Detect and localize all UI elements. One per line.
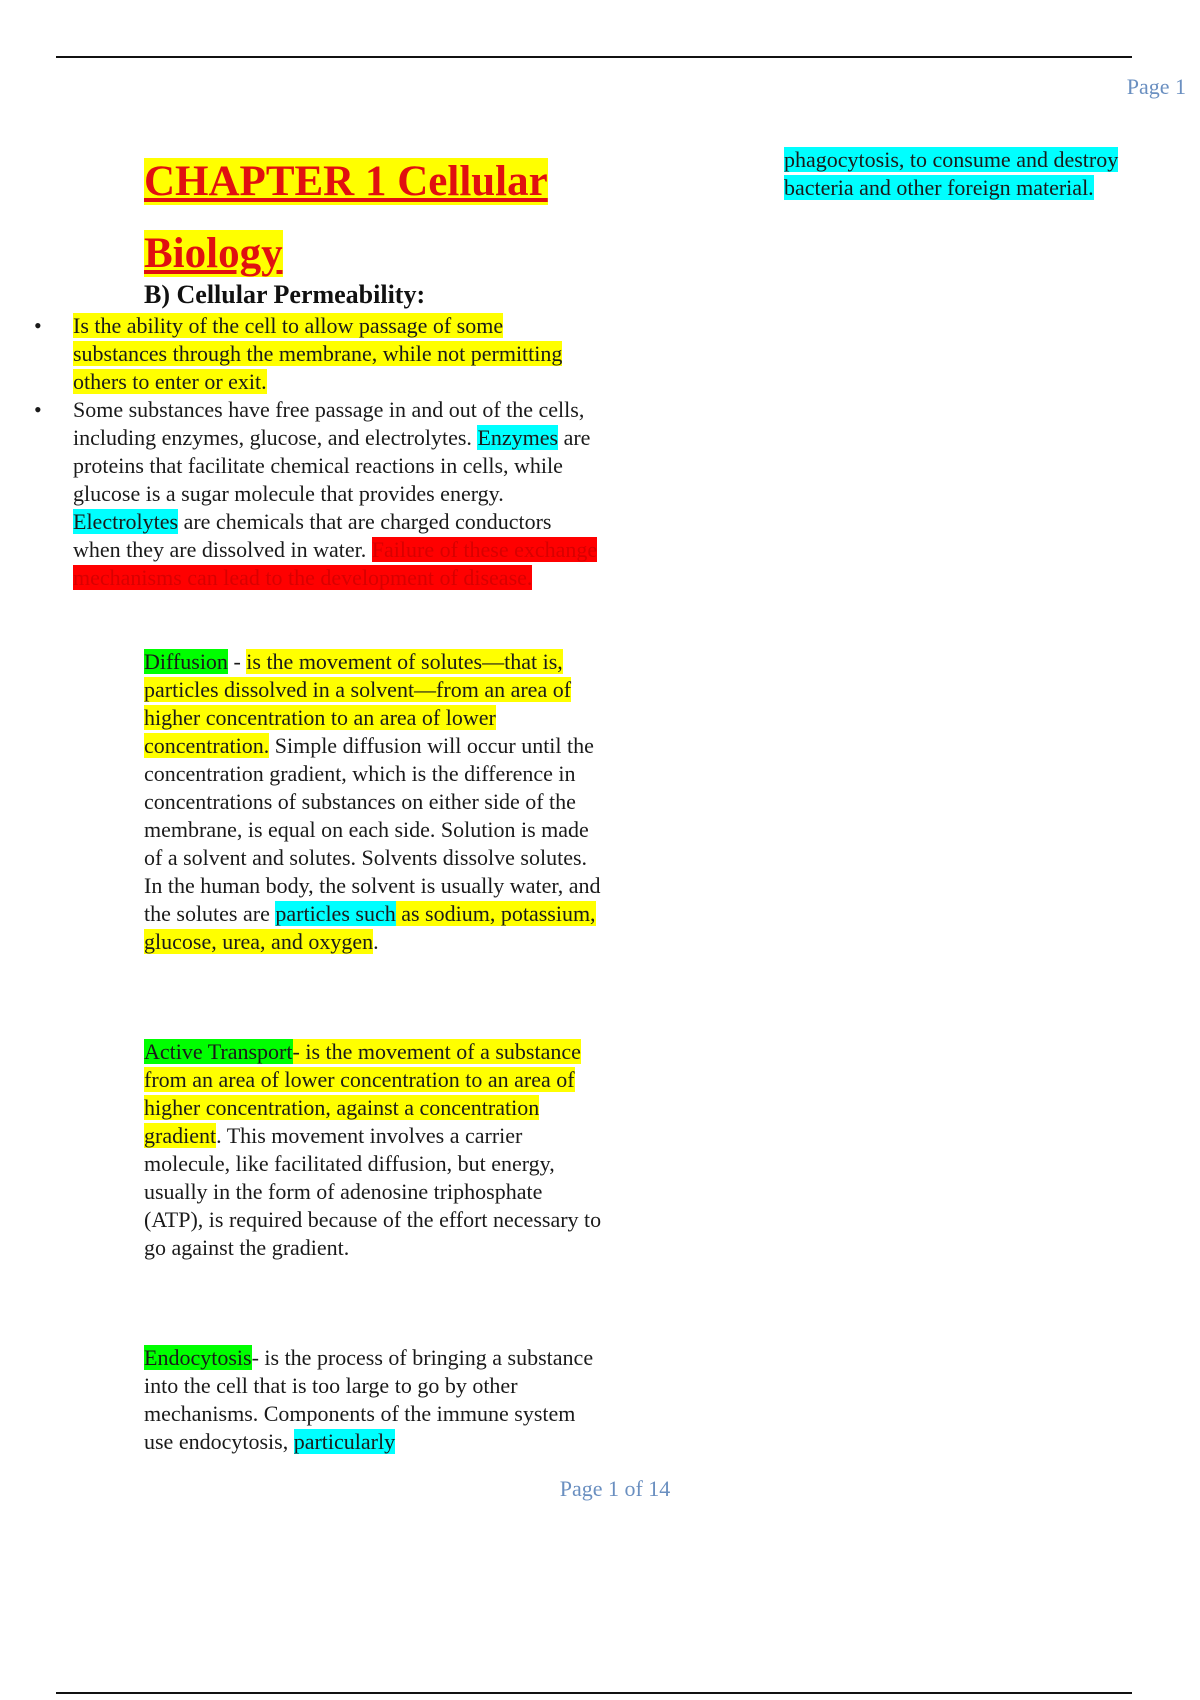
highlight-solutes: as sodium, potassium, glucose, urea, and oxygen: [144, 901, 596, 954]
term-enzymes: Enzymes: [477, 425, 559, 450]
highlight-particles: particles such: [275, 901, 396, 926]
right-column-text: [784, 146, 1164, 202]
term-electrolytes: Electrolytes: [73, 509, 179, 534]
period: .: [373, 929, 379, 954]
bullet-text: Is the ability of the cell to allow passage of some substances through the membrane, while not permitting others to enter or exit.: [73, 313, 563, 394]
bullet-text: are proteins that facilitate chemical reactions in cells, while glucose is a sugar molecule that provides energy.: [73, 425, 591, 506]
header-page-label: Page 1: [1126, 74, 1186, 99]
endocytosis-body: - is the process of bringing a substance into the cell that is too large to go by other mechanisms. Components of the immune system use endocytosis,: [144, 1345, 594, 1454]
active-transport-definition: - is the movement of a substance from an area of lower concentration to an area of higher concentration, against a concentration gradient: [144, 1039, 581, 1148]
bullet-icon: •: [34, 397, 42, 422]
active-transport-paragraph: [144, 1038, 604, 1262]
section-heading: B) Cellular Permeability:: [144, 280, 426, 309]
bullet-icon: •: [34, 313, 42, 338]
title-line-2: Biology: [144, 230, 283, 277]
term-diffusion: Diffusion: [144, 649, 228, 674]
diffusion-body: Simple diffusion will occur until the concentration gradient, which is the difference in concentrations of substances on either side of the membrane, is equal on each side. Solution is made of a solvent and solutes. Solvents dissolve solutes. In the human body, the solvent is usually water, and the solutes are: [144, 733, 601, 926]
endocytosis-paragraph: [144, 1344, 604, 1456]
diffusion-definition: is the movement of solutes—that is, particles dissolved in a solvent—from an area of higher concentration to an area of lower concentration.: [144, 649, 572, 758]
warning-text: Failure of these exchange mechanisms can lead to the development of disease.: [73, 537, 598, 590]
page-title: [144, 146, 584, 290]
diffusion-paragraph: [144, 648, 604, 956]
bullet-text: are chemicals that are charged conductors when they are dissolved in water.: [73, 509, 552, 562]
bullet-list: [30, 312, 600, 592]
highlight-particularly: particularly: [293, 1429, 396, 1454]
term-active-transport: Active Transport: [144, 1039, 293, 1064]
top-rule: [56, 56, 1132, 58]
list-item: [30, 312, 600, 396]
list-item: [30, 396, 600, 592]
bottom-rule: [56, 1692, 1132, 1694]
highlight-phagocytosis: phagocytosis, to consume and destroy bacteria and other foreign material.: [784, 147, 1119, 200]
term-endocytosis: Endocytosis: [144, 1345, 252, 1370]
separator: -: [227, 649, 247, 674]
active-transport-body: . This movement involves a carrier molecule, like facilitated diffusion, but energy, usually in the form of adenosine triphosphate (ATP), is required because of the effort necessary to go against the gradient.: [144, 1123, 602, 1260]
bullet-text: Some substances have free passage in and out of the cells, including enzymes, glucose, and electrolytes.: [73, 397, 585, 450]
footer-page-label: Page 1 of 14: [559, 1476, 671, 1501]
title-line-1: CHAPTER 1 Cellular: [144, 158, 548, 205]
